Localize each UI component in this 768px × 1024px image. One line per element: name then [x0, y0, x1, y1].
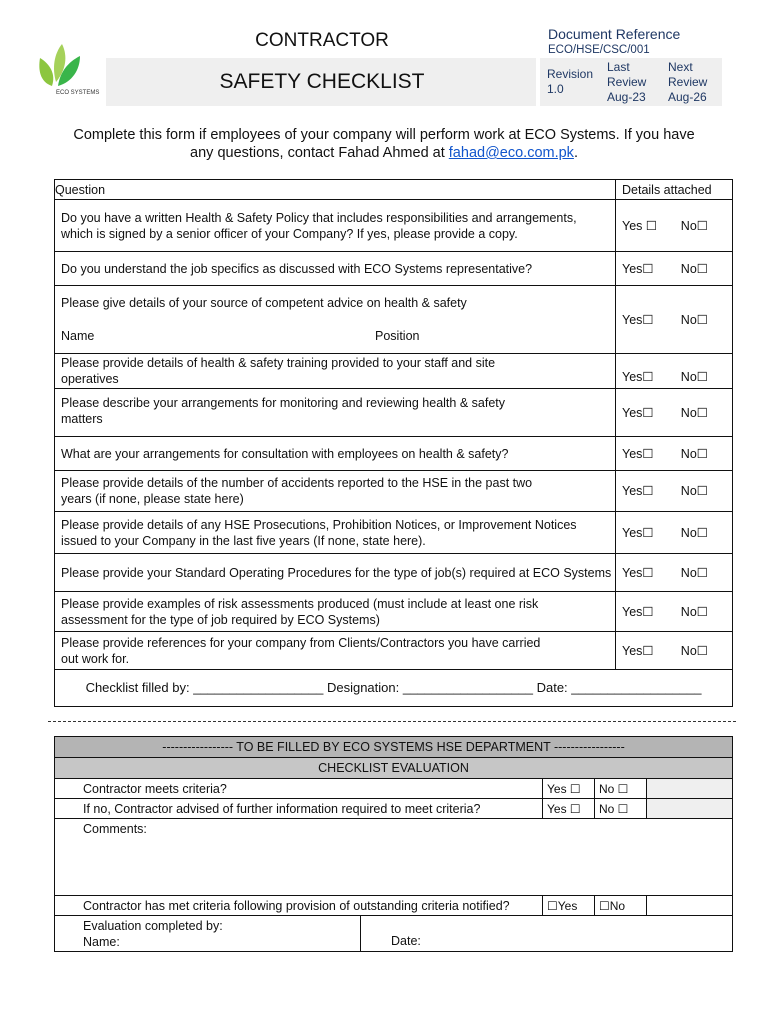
evaluation-completed-label: Evaluation completed by:: [83, 919, 223, 933]
no-checkbox[interactable]: No☐: [680, 312, 708, 327]
question-text: Please provide references for your company from Clients/Contractors you have carried out work for.: [55, 632, 616, 670]
question-row: [55, 632, 733, 670]
yes-checkbox[interactable]: Yes☐: [622, 604, 654, 619]
yes-checkbox[interactable]: Yes☐: [622, 525, 654, 540]
revision-label: Revision: [547, 67, 594, 81]
contact-email-link[interactable]: fahad@eco.com.pk: [448, 145, 574, 161]
evaluation-title-row: [55, 758, 733, 779]
yes-checkbox[interactable]: Yes☐: [622, 261, 654, 276]
question-row: [55, 592, 733, 632]
name-position-line: [61, 328, 609, 344]
final-criteria-row: [55, 896, 733, 916]
advised-row: [55, 799, 733, 819]
evaluator-name-field[interactable]: [55, 916, 361, 952]
question-text: Do you have a written Health & Safety Policy that includes responsibilities and arrangements, which is signed by a senior officer of your Company? If yes, please provide a copy.: [55, 200, 616, 252]
details-column-header: Details attached: [616, 180, 733, 200]
blank-cell: [647, 799, 733, 819]
no-checkbox[interactable]: No☐: [680, 261, 708, 276]
question-text: Please provide details of the number of accidents reported to the HSE in the past two years (if none, please state here): [55, 471, 616, 512]
answer-cell: [616, 437, 733, 471]
position-label: Position: [375, 329, 420, 343]
no-checkbox[interactable]: No☐: [680, 370, 708, 384]
answer-cell: [616, 554, 733, 592]
question-text: Please provide details of any HSE Prosecutions, Prohibition Notices, or Improvement Notices issued to your Company in the last five years (If none, state here).: [55, 512, 616, 554]
no-checkbox[interactable]: No☐: [680, 525, 708, 540]
intro-period: .: [573, 145, 578, 161]
title-safety-checklist: SAFETY CHECKLIST: [219, 70, 425, 93]
name-label: Name: [61, 329, 95, 343]
no-checkbox[interactable]: No☐: [680, 643, 708, 658]
question-row: [55, 389, 733, 437]
no-checkbox[interactable]: No☐: [680, 446, 708, 461]
yes-checkbox[interactable]: Yes☐: [622, 484, 654, 498]
intro-sentence: Complete this form if employees of your company will perform work at ECO Systems. If you have any questions, contact Fahad Ahmed at: [73, 127, 695, 161]
no-checkbox[interactable]: No☐: [680, 218, 708, 233]
question-row: [55, 354, 733, 389]
final-yes-checkbox[interactable]: ☐Yes: [543, 896, 595, 916]
answer-cell: [616, 592, 733, 632]
answer-cell: [616, 354, 733, 389]
revision-value: 1.0: [547, 82, 564, 96]
no-checkbox[interactable]: No☐: [680, 405, 708, 420]
question-text: Please describe your arrangements for monitoring and reviewing health & safety matters: [55, 389, 616, 437]
blank-cell: [647, 896, 733, 916]
comments-field[interactable]: [55, 819, 733, 896]
yes-checkbox[interactable]: Yes ☐: [543, 779, 595, 799]
yes-checkbox[interactable]: Yes☐: [622, 643, 654, 658]
criteria-question: Contractor meets criteria?: [55, 779, 543, 799]
hse-department-banner: ----------------- TO BE FILLED BY ECO SYSTEMS HSE DEPARTMENT -----------------: [55, 737, 733, 758]
eco-systems-logo: [38, 42, 104, 100]
no-checkbox[interactable]: No ☐: [595, 779, 647, 799]
next-review-value: Aug-26: [668, 90, 707, 104]
question-row: [55, 512, 733, 554]
next-review-cell: [668, 60, 707, 105]
yes-checkbox[interactable]: Yes ☐: [543, 799, 595, 819]
question-text: Do you understand the job specifics as discussed with ECO Systems representative?: [55, 252, 616, 286]
title-contractor: CONTRACTOR: [255, 30, 389, 51]
question-row: [55, 437, 733, 471]
table-header-row: [55, 180, 733, 200]
hse-evaluation-table: [54, 736, 733, 952]
final-no-checkbox[interactable]: ☐No: [595, 896, 647, 916]
hse-banner-row: [55, 737, 733, 758]
answer-cell: [616, 252, 733, 286]
no-checkbox[interactable]: No☐: [680, 565, 708, 580]
last-review-cell: [607, 60, 646, 105]
evaluation-completed-row: [55, 916, 733, 952]
last-review-label-2: Review: [607, 75, 647, 89]
date-label: Date:: [391, 934, 421, 948]
next-review-label-2: Review: [668, 75, 708, 89]
svg-text:ECO SYSTEMS: ECO SYSTEMS: [56, 90, 100, 96]
question-text: What are your arrangements for consultation with employees on health & safety?: [55, 437, 616, 471]
yes-checkbox[interactable]: Yes☐: [622, 370, 654, 384]
blank-cell: [647, 779, 733, 799]
signoff-row: [55, 670, 733, 707]
final-criteria-question: Contractor has met criteria following provision of outstanding criteria notified?: [55, 896, 543, 916]
intro-text: [60, 126, 708, 162]
last-review-value: Aug-23: [607, 90, 646, 104]
answer-cell: [616, 471, 733, 512]
question-row: [55, 286, 733, 354]
revision-cell: [547, 67, 593, 97]
advised-question: If no, Contractor advised of further information required to meet criteria?: [55, 799, 543, 819]
yes-checkbox[interactable]: Yes☐: [622, 405, 654, 420]
no-checkbox[interactable]: No☐: [680, 604, 708, 619]
question-row: [55, 471, 733, 512]
checklist-table: [54, 179, 733, 707]
checklist-filled-by[interactable]: Checklist filled by: __________________ Designation: __________________ Date: __________________: [55, 670, 733, 707]
no-checkbox[interactable]: No☐: [680, 484, 708, 498]
answer-cell: [616, 286, 733, 354]
question-row: [55, 554, 733, 592]
checklist-evaluation-title: CHECKLIST EVALUATION: [55, 758, 733, 779]
name-label: Name:: [83, 935, 120, 949]
criteria-row: [55, 779, 733, 799]
yes-checkbox[interactable]: Yes☐: [622, 312, 654, 327]
question-row: [55, 200, 733, 252]
no-checkbox[interactable]: No ☐: [595, 799, 647, 819]
document-reference-code: ECO/HSE/CSC/001: [548, 44, 650, 56]
question-text-with-name-position: [55, 286, 616, 354]
yes-checkbox[interactable]: Yes ☐: [622, 218, 658, 233]
document-reference-label: Document Reference: [548, 26, 681, 42]
dashed-divider: [48, 721, 736, 722]
comments-label: Comments:: [83, 822, 147, 836]
question-text: Please provide your Standard Operating Procedures for the type of job(s) required at ECO Systems: [55, 554, 616, 592]
question-row: [55, 252, 733, 286]
last-review-label: Last: [607, 60, 630, 74]
question-text: Please provide details of health & safety training provided to your staff and site operatives: [55, 354, 616, 389]
answer-cell: [616, 389, 733, 437]
answer-cell: [616, 200, 733, 252]
question-column-header: Question: [55, 180, 616, 200]
question-text: Please provide examples of risk assessments produced (must include at least one risk assessment for the type of job required by ECO Systems): [55, 592, 616, 632]
next-review-label: Next: [668, 60, 693, 74]
question-text: Please give details of your source of competent advice on health & safety: [61, 296, 467, 310]
yes-checkbox[interactable]: Yes☐: [622, 446, 654, 461]
yes-checkbox[interactable]: Yes☐: [622, 565, 654, 580]
comments-row: [55, 819, 733, 896]
evaluation-date-field[interactable]: [361, 916, 733, 952]
answer-cell: [616, 632, 733, 670]
answer-cell: [616, 512, 733, 554]
